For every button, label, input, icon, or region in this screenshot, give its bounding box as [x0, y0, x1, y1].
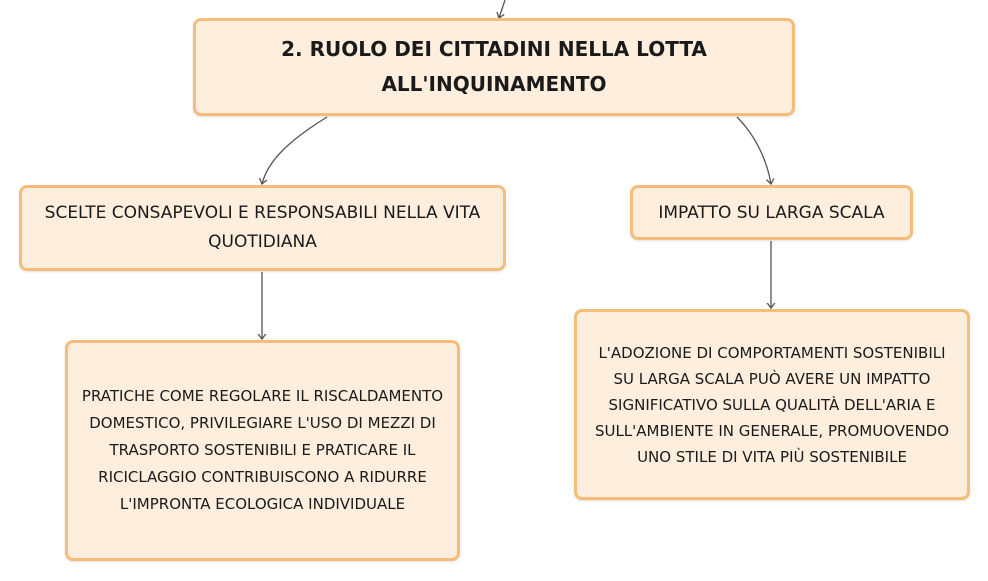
connector-root-to-left — [262, 117, 327, 184]
left-description-text: PRATICHE COME REGOLARE IL RISCALDAMENTO DOMESTICO, PRIVILEGIARE L'USO DI MEZZI DI TRASPORTO SOSTENIBILI E PRATICARE IL RICICLAGGIO CONTRIBUISCONO A RIDURRE L'IMPRONTA ECOLOGICA INDIVIDUALE — [81, 387, 444, 513]
root-topic-node[interactable] — [193, 18, 795, 116]
root-topic-label: 2. RUOLO DEI CITTADINI NELLA LOTTA ALL'INQUINAMENTO — [281, 37, 707, 96]
right-description-text: L'ADOZIONE DI COMPORTAMENTI SOSTENIBILI SU LARGA SCALA PUÒ AVERE UN IMPATTO SIGNIFICATIVO SULLA QUALITÀ DELL'ARIA E SULL'AMBIENTE IN GENERALE, PROMUOVENDO UNO STILE DI VITA PIÙ SOSTENIBILE — [594, 343, 950, 466]
left-subtopic-label: SCELTE CONSAPEVOLI E RESPONSABILI NELLA VITA QUOTIDIANA — [44, 203, 481, 252]
left-subtopic-node[interactable] — [19, 185, 506, 271]
connector-root-to-right — [737, 117, 771, 184]
left-description-node[interactable] — [65, 340, 460, 561]
right-subtopic-node[interactable] — [630, 185, 913, 240]
right-subtopic-label: IMPATTO SU LARGA SCALA — [658, 202, 885, 223]
connector-parent-to-root — [499, 0, 505, 18]
right-description-node[interactable] — [574, 309, 970, 500]
